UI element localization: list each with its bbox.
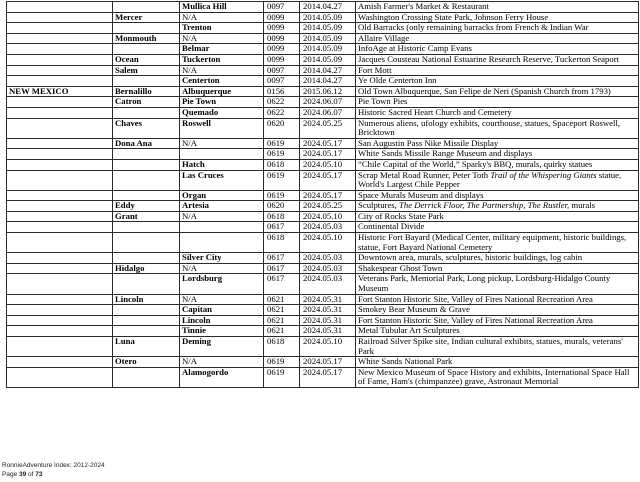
county-cell: [113, 170, 180, 190]
county-cell: [113, 76, 180, 87]
city-cell: [180, 149, 264, 160]
state-cell: [7, 12, 113, 23]
description-cell: City of Rocks State Park: [356, 211, 639, 222]
city-cell: Hatch: [180, 159, 264, 170]
description-cell: Fort Stanton Historic Site, Valley of Fires National Recreation Area: [356, 315, 639, 326]
description-cell: Railroad Silver Spike site, Indian cultural exhibits, statues, murals, veterans' Park: [356, 337, 639, 357]
state-cell: [7, 274, 113, 294]
description-cell: InfoAge at Historic Camp Evans: [356, 44, 639, 55]
date-cell: 2024.05.03: [300, 253, 356, 264]
state-cell: [7, 211, 113, 222]
code-cell: 0622: [264, 107, 300, 118]
city-cell: Alamogordo: [180, 367, 264, 387]
state-cell: [7, 367, 113, 387]
state-cell: [7, 170, 113, 190]
state-cell: [7, 222, 113, 233]
description-cell: Old Barracks (only remaining barracks from French & Indian War: [356, 23, 639, 34]
description-cell: San Augustin Pass Nike Missile Display: [356, 138, 639, 149]
code-cell: 0617: [264, 253, 300, 264]
description-cell: Fort Mott: [356, 65, 639, 76]
county-cell: [113, 315, 180, 326]
county-cell: Monmouth: [113, 33, 180, 44]
state-cell: [7, 305, 113, 316]
state-cell: [7, 190, 113, 201]
page-number: 39: [19, 470, 27, 478]
table-row: [7, 33, 639, 44]
table-row: [7, 315, 639, 326]
date-cell: 2024.05.17: [300, 138, 356, 149]
table-row: [7, 190, 639, 201]
description-cell: Fort Stanton Historic Site, Valley of Fires National Recreation Area: [356, 294, 639, 305]
county-cell: [113, 326, 180, 337]
date-cell: 2014.04.27: [300, 76, 356, 87]
county-cell: Hidalgo: [113, 263, 180, 274]
table-row: [7, 97, 639, 108]
date-cell: 2014.05.09: [300, 23, 356, 34]
description-cell: Jacques Cousteau National Estuarine Research Reserve, Tuckerton Seaport: [356, 54, 639, 65]
county-cell: Luna: [113, 337, 180, 357]
table-row: [7, 118, 639, 138]
description-cell: [356, 201, 639, 212]
description-text: Sculptures,: [358, 200, 400, 211]
code-cell: 0621: [264, 305, 300, 316]
code-cell: 0099: [264, 33, 300, 44]
county-cell: [113, 159, 180, 170]
code-cell: 0617: [264, 222, 300, 233]
code-cell: 0097: [264, 2, 300, 13]
county-cell: Lincoln: [113, 294, 180, 305]
county-cell: Salem: [113, 65, 180, 76]
artwork-title: Trail of the Whispering Giants: [490, 170, 597, 180]
description-text: statue, World's Largest Chile Pepper: [358, 170, 622, 190]
table-row: [7, 222, 639, 233]
table-row: [7, 65, 639, 76]
page-total: 73: [35, 470, 43, 478]
description-cell: Metal Tubular Art Sculptures: [356, 326, 639, 337]
table-row: [7, 367, 639, 387]
date-cell: 2024.05.10: [300, 159, 356, 170]
city-cell: Mullica Hill: [180, 2, 264, 13]
date-cell: 2024.05.25: [300, 118, 356, 138]
description-cell: New Mexico Museum of Space History and exhibits, International Space Hall of Fame, Ham's (chimpanzee) grave, Astronaut Memorial: [356, 367, 639, 387]
table-row: [7, 86, 639, 97]
date-cell: 2015.06.12: [300, 86, 356, 97]
city-cell: Belmar: [180, 44, 264, 55]
date-cell: 2024.05.25: [300, 201, 356, 212]
code-cell: 0622: [264, 97, 300, 108]
county-cell: [113, 222, 180, 233]
state-cell: [7, 2, 113, 13]
state-cell: [7, 253, 113, 264]
state-cell: [7, 326, 113, 337]
state-cell: [7, 149, 113, 160]
county-cell: [113, 253, 180, 264]
city-cell: N/A: [180, 33, 264, 44]
code-cell: 0620: [264, 118, 300, 138]
state-cell: [7, 294, 113, 305]
description-cell: Amish Farmer's Market & Restaurant: [356, 2, 639, 13]
table-row: [7, 107, 639, 118]
state-cell: [7, 233, 113, 253]
date-cell: 2014.05.09: [300, 54, 356, 65]
state-cell: [7, 357, 113, 368]
page-word: Page: [2, 470, 18, 478]
description-cell: Historic Fort Bayard (Medical Center, military equipment, historic buildings, statue, Fort Bayard National Cemetery: [356, 233, 639, 253]
of-word: of: [28, 470, 34, 478]
city-cell: Silver City: [180, 253, 264, 264]
table-row: [7, 201, 639, 212]
city-cell: Trenton: [180, 23, 264, 34]
city-cell: Centerton: [180, 76, 264, 87]
state-cell: [7, 97, 113, 108]
county-cell: [113, 367, 180, 387]
city-cell: Organ: [180, 190, 264, 201]
date-cell: 2024.05.31: [300, 315, 356, 326]
description-cell: Continental Divide: [356, 222, 639, 233]
date-cell: 2024.05.10: [300, 337, 356, 357]
code-cell: 0099: [264, 54, 300, 65]
table-row: [7, 337, 639, 357]
description-cell: [356, 170, 639, 190]
code-cell: 0619: [264, 170, 300, 190]
state-cell: [7, 65, 113, 76]
state-cell: [7, 201, 113, 212]
table-row: [7, 305, 639, 316]
city-cell: Quemado: [180, 107, 264, 118]
code-cell: 0618: [264, 211, 300, 222]
state-cell: [7, 118, 113, 138]
description-cell: Ye Olde Centerton Inn: [356, 76, 639, 87]
table-row: [7, 138, 639, 149]
date-cell: 2024.05.03: [300, 222, 356, 233]
county-cell: [113, 149, 180, 160]
county-cell: Grant: [113, 211, 180, 222]
date-cell: 2014.05.09: [300, 33, 356, 44]
description-cell: Old Town Albuquerque, San Felipe de Neri (Spanish Church from 1793): [356, 86, 639, 97]
code-cell: 0619: [264, 190, 300, 201]
date-cell: 2024.06.07: [300, 107, 356, 118]
table-row: [7, 211, 639, 222]
date-cell: 2024.06.07: [300, 97, 356, 108]
table-row: [7, 12, 639, 23]
city-cell: [180, 222, 264, 233]
state-cell: [7, 138, 113, 149]
table-row: [7, 294, 639, 305]
table-row: [7, 326, 639, 337]
code-cell: 0618: [264, 159, 300, 170]
state-cell: [7, 107, 113, 118]
description-cell: Allaire Village: [356, 33, 639, 44]
state-cell: [7, 33, 113, 44]
description-text: murals: [569, 200, 595, 211]
table-row: [7, 54, 639, 65]
city-cell: Artesia: [180, 201, 264, 212]
county-cell: [113, 190, 180, 201]
city-cell: Capitan: [180, 305, 264, 316]
code-cell: 0620: [264, 201, 300, 212]
county-cell: Otero: [113, 357, 180, 368]
table-row: [7, 274, 639, 294]
state-cell: [7, 76, 113, 87]
date-cell: 2024.05.17: [300, 149, 356, 160]
county-cell: [113, 2, 180, 13]
code-cell: 0617: [264, 263, 300, 274]
county-cell: Bernalillo: [113, 86, 180, 97]
table-body: [7, 2, 639, 388]
date-cell: 2024.05.17: [300, 190, 356, 201]
table-row: [7, 149, 639, 160]
city-cell: N/A: [180, 12, 264, 23]
description-cell: Historic Sacred Heart Church and Cemetery: [356, 107, 639, 118]
index-title: RonnieAdventure Index: 2012-2024: [2, 462, 105, 469]
code-cell: 0097: [264, 76, 300, 87]
county-cell: Mercer: [113, 12, 180, 23]
description-cell: Smokey Bear Museum & Grave: [356, 305, 639, 316]
date-cell: 2024.05.03: [300, 274, 356, 294]
table-row: [7, 253, 639, 264]
state-cell: [7, 54, 113, 65]
state-cell: [7, 159, 113, 170]
county-cell: [113, 274, 180, 294]
city-cell: Lordsburg: [180, 274, 264, 294]
county-cell: Chaves: [113, 118, 180, 138]
description-text: Scrap Metal Road Runner, Peter Toth: [358, 170, 491, 180]
table-row: [7, 233, 639, 253]
state-cell: NEW MEXICO: [7, 86, 113, 97]
code-cell: 0099: [264, 12, 300, 23]
date-cell: 2014.04.27: [300, 65, 356, 76]
date-cell: 2024.05.03: [300, 263, 356, 274]
city-cell: N/A: [180, 211, 264, 222]
city-cell: [180, 233, 264, 253]
state-cell: [7, 44, 113, 55]
state-cell: [7, 315, 113, 326]
city-cell: Lincoln: [180, 315, 264, 326]
adventure-index-table: [6, 1, 639, 388]
description-cell: Space Murals Museum and displays: [356, 190, 639, 201]
county-cell: [113, 305, 180, 316]
description-cell: White Sands Missile Range Museum and displays: [356, 149, 639, 160]
state-cell: [7, 23, 113, 34]
city-cell: Las Cruces: [180, 170, 264, 190]
code-cell: 0099: [264, 44, 300, 55]
city-cell: Albuquerque: [180, 86, 264, 97]
city-cell: N/A: [180, 294, 264, 305]
state-cell: [7, 337, 113, 357]
date-cell: 2024.05.31: [300, 326, 356, 337]
description-cell: Washington Crossing State Park, Johnson Ferry House: [356, 12, 639, 23]
code-cell: 0099: [264, 23, 300, 34]
description-cell: Veterans Park, Memorial Park, Long pickup, Lordsburg-Hidalgo County Museum: [356, 274, 639, 294]
city-cell: N/A: [180, 357, 264, 368]
artwork-title: The Derrick Floor, The Partnership, The Rustler,: [399, 200, 570, 211]
date-cell: 2014.05.09: [300, 12, 356, 23]
county-cell: [113, 44, 180, 55]
code-cell: 0619: [264, 357, 300, 368]
table-row: [7, 2, 639, 13]
date-cell: 2024.05.31: [300, 305, 356, 316]
code-cell: 0621: [264, 294, 300, 305]
county-cell: [113, 107, 180, 118]
description-cell: Numerous aliens, ufology exhibits, courthouse, statues, Spaceport Roswell, Bricktown: [356, 118, 639, 138]
city-cell: Deming: [180, 337, 264, 357]
date-cell: 2024.05.10: [300, 233, 356, 253]
table-row: [7, 263, 639, 274]
state-cell: [7, 263, 113, 274]
code-cell: 0618: [264, 337, 300, 357]
date-cell: 2024.05.17: [300, 357, 356, 368]
date-cell: 2024.05.17: [300, 170, 356, 190]
description-cell: White Sands National Park: [356, 357, 639, 368]
county-cell: [113, 233, 180, 253]
city-cell: N/A: [180, 138, 264, 149]
table-row: [7, 357, 639, 368]
code-cell: 0618: [264, 233, 300, 253]
page-indicator: [2, 471, 105, 480]
county-cell: Eddy: [113, 201, 180, 212]
table-row: [7, 170, 639, 190]
county-cell: Ocean: [113, 54, 180, 65]
county-cell: [113, 23, 180, 34]
description-cell: Shakespear Ghost Town: [356, 263, 639, 274]
city-cell: Tinnie: [180, 326, 264, 337]
code-cell: 0621: [264, 326, 300, 337]
city-cell: Roswell: [180, 118, 264, 138]
description-cell: “Chile Capital of the World,” Sparky's BBQ, murals, quirky statues: [356, 159, 639, 170]
date-cell: 2014.04.27: [300, 2, 356, 13]
city-cell: Pie Town: [180, 97, 264, 108]
date-cell: 2024.05.31: [300, 294, 356, 305]
code-cell: 0619: [264, 367, 300, 387]
date-cell: 2024.05.17: [300, 367, 356, 387]
date-cell: 2024.05.10: [300, 211, 356, 222]
table-row: [7, 44, 639, 55]
code-cell: 0617: [264, 274, 300, 294]
code-cell: 0621: [264, 315, 300, 326]
code-cell: 0619: [264, 138, 300, 149]
description-cell: Pie Town Pies: [356, 97, 639, 108]
county-cell: Dona Ana: [113, 138, 180, 149]
code-cell: 0156: [264, 86, 300, 97]
city-cell: N/A: [180, 65, 264, 76]
description-cell: Downtown area, murals, sculptures, historic buildings, log cabin: [356, 253, 639, 264]
table-row: [7, 76, 639, 87]
city-cell: N/A: [180, 263, 264, 274]
code-cell: 0097: [264, 65, 300, 76]
code-cell: 0619: [264, 149, 300, 160]
county-cell: Catron: [113, 97, 180, 108]
page-footer: [2, 462, 105, 479]
city-cell: Tuckerton: [180, 54, 264, 65]
table-row: [7, 23, 639, 34]
table-row: [7, 159, 639, 170]
date-cell: 2014.05.09: [300, 44, 356, 55]
